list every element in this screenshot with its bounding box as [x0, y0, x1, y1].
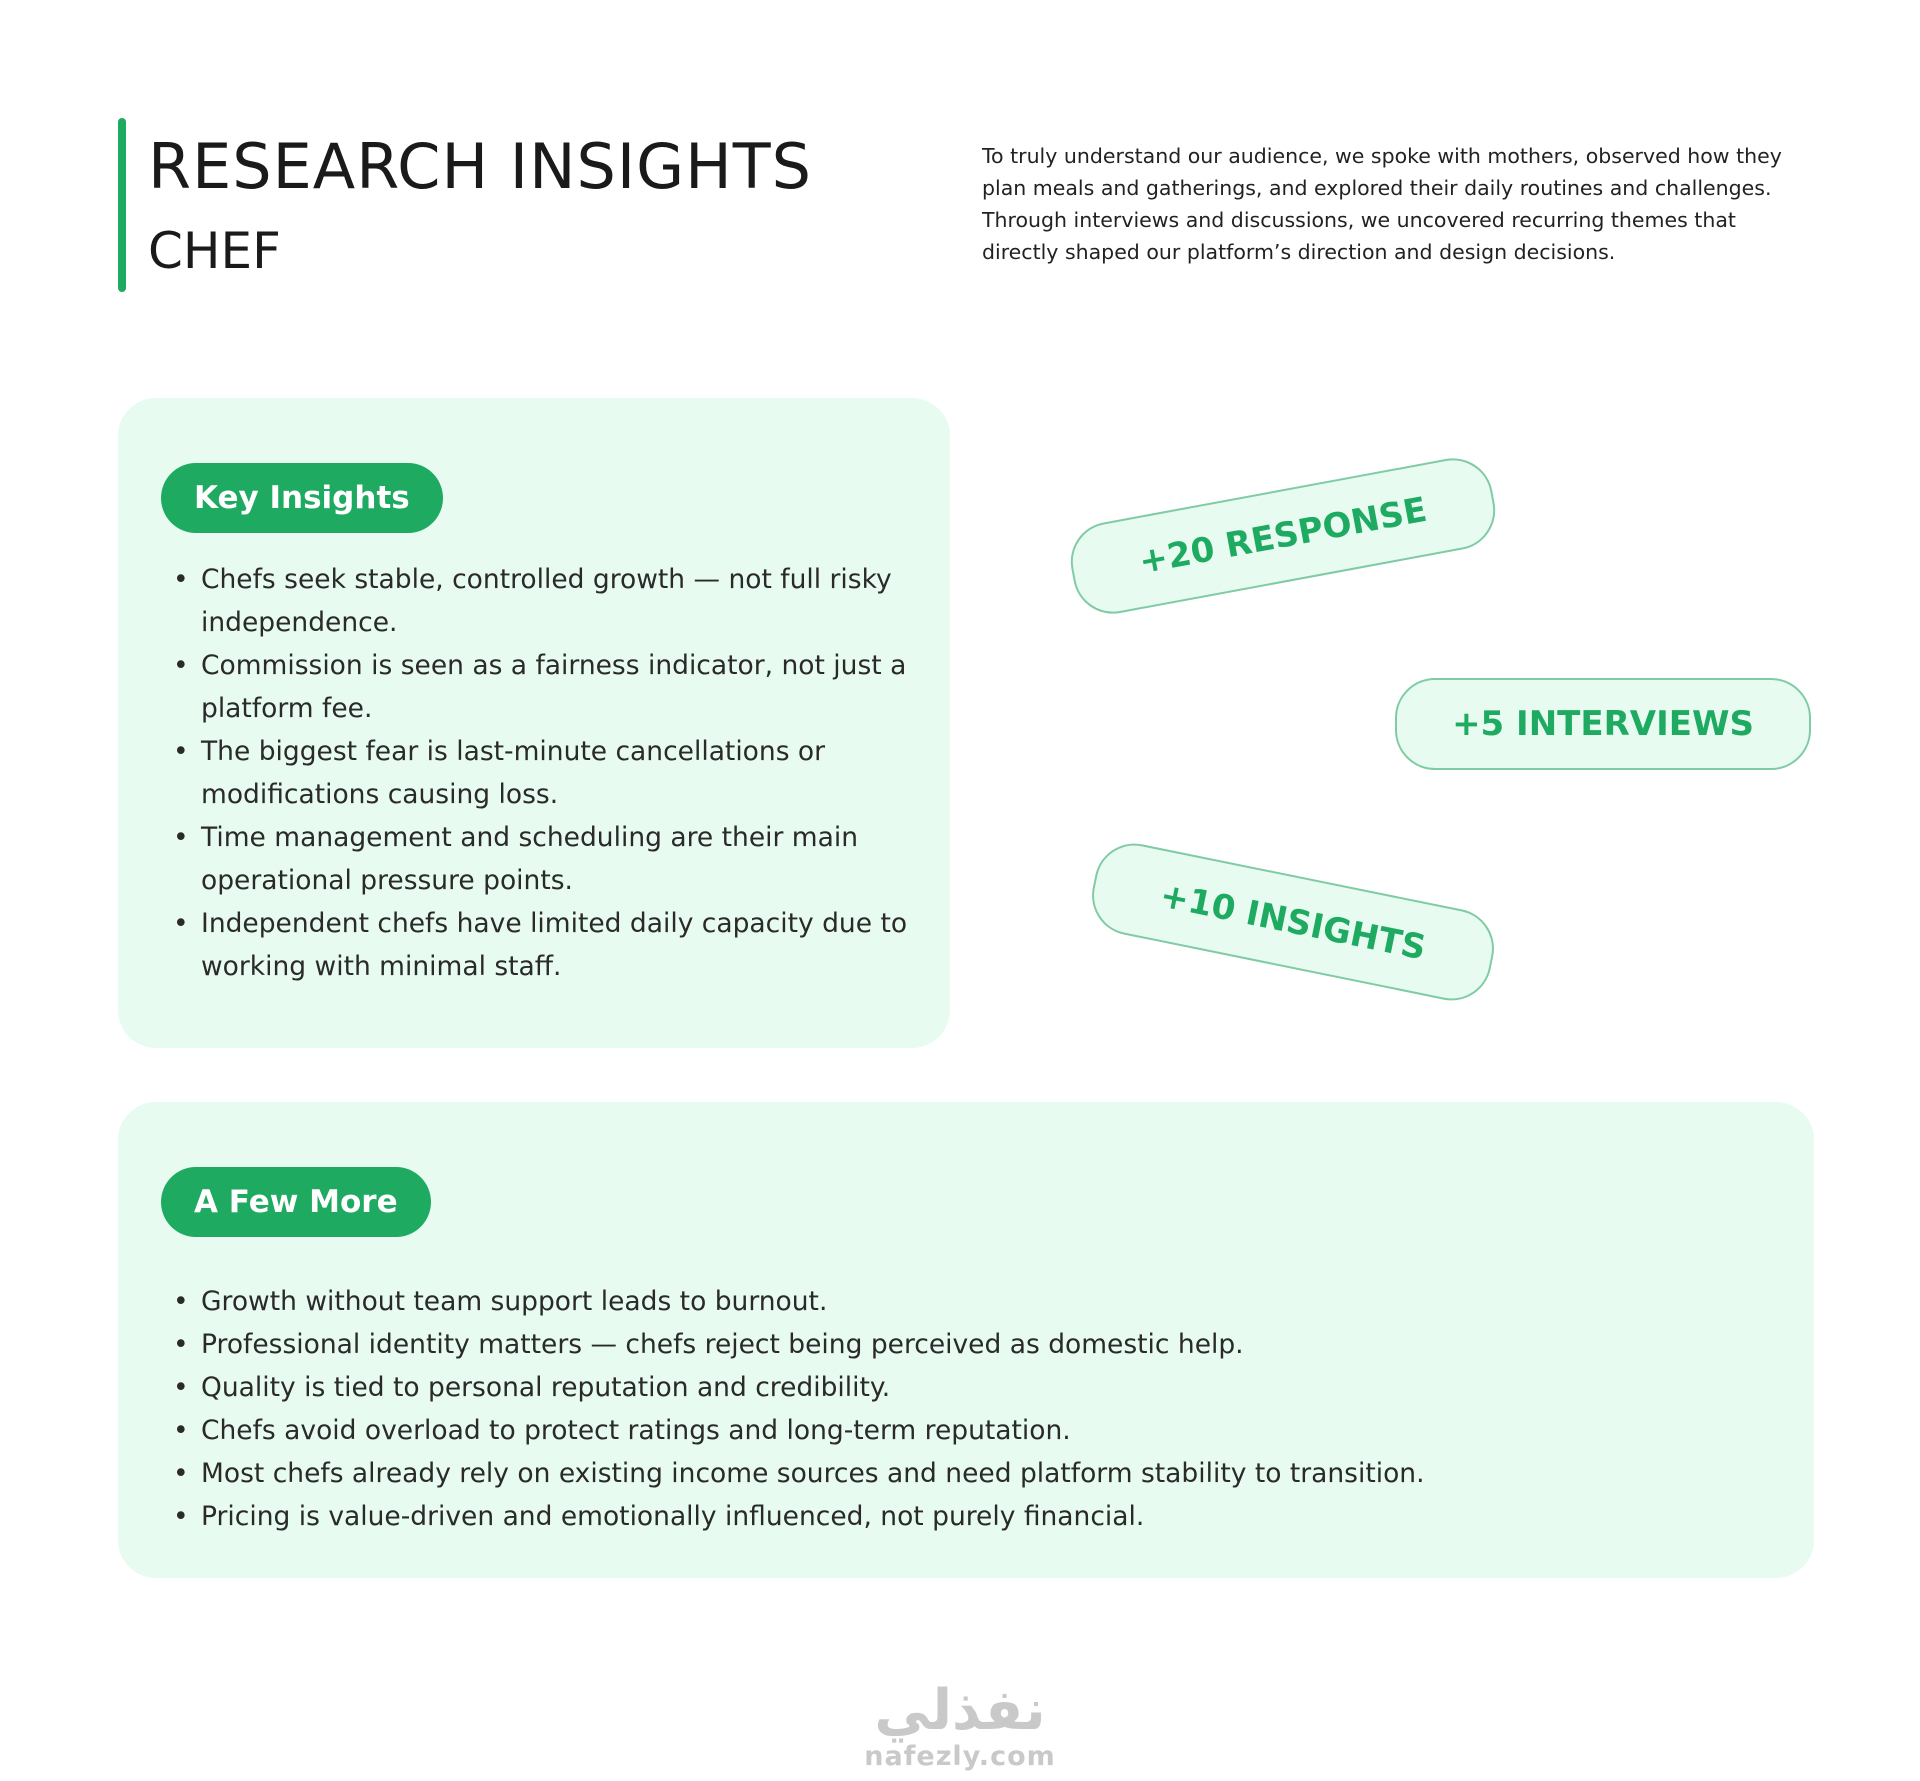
watermark-latin: nafezly.com — [864, 1741, 1056, 1772]
list-item: • Pricing is value-driven and emotionally influenced, not purely financial. — [201, 1495, 1701, 1538]
intro-paragraph: To truly understand our audience, we spoke with mothers, observed how they plan meals and gatherings, and explored their daily routines and challenges. Through interviews and discussions, we uncovered recurring themes that directly shaped our platform’s direction and design decisions. — [982, 144, 1782, 264]
key-insights-panel — [118, 398, 950, 1048]
list-item: • Professional identity matters — chefs reject being perceived as domestic help. — [201, 1323, 1701, 1366]
list-item: • Growth without team support leads to burnout. — [201, 1280, 1701, 1323]
page-subtitle: CHEF — [148, 222, 281, 280]
key-insights-list — [201, 558, 921, 988]
list-item: • Independent chefs have limited daily capacity due to working with minimal staff. — [201, 902, 921, 988]
list-item: • Commission is seen as a fairness indicator, not just a platform fee. — [201, 644, 921, 730]
list-item: • Most chefs already rely on existing income sources and need platform stability to transition. — [201, 1452, 1701, 1495]
header-accent-bar — [118, 118, 126, 292]
watermark-arabic: نفذلي — [874, 1678, 1046, 1743]
list-item: • The biggest fear is last-minute cancellations or modifications causing loss. — [201, 730, 921, 816]
key-insights-label: Key Insights — [161, 463, 443, 533]
list-item: • Time management and scheduling are their main operational pressure points. — [201, 816, 921, 902]
few-more-label: A Few More — [161, 1167, 431, 1237]
few-more-list — [201, 1280, 1701, 1538]
list-item: • Chefs avoid overload to protect ratings and long-term reputation. — [201, 1409, 1701, 1452]
stat-interviews-chip: +5 INTERVIEWS — [1395, 678, 1811, 770]
watermark-logo — [860, 1680, 1060, 1772]
few-more-panel — [118, 1102, 1814, 1578]
page-title: RESEARCH INSIGHTS — [148, 130, 813, 203]
stat-insights-chip: +10 INSIGHTS — [1085, 836, 1501, 1007]
stat-responses-chip: +20 RESPONSE — [1064, 452, 1502, 620]
list-item: • Quality is tied to personal reputation and credibility. — [201, 1366, 1701, 1409]
list-item: • Chefs seek stable, controlled growth — not full risky independence. — [201, 558, 921, 644]
